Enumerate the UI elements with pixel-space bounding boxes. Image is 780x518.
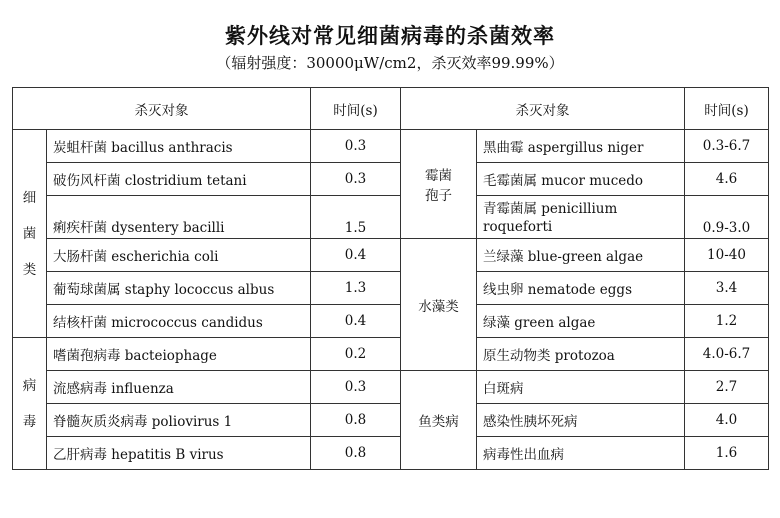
time-value: 3.4 [685,272,769,305]
category-char: 类 [22,261,37,278]
target-name: 痢疾杆菌 dysentery bacilli [47,196,311,239]
category-char: 菌 [22,225,37,242]
time-value: 4.6 [685,163,769,196]
time-value: 0.4 [311,239,401,272]
category-virus [13,338,47,470]
time-value: 2.7 [685,371,769,404]
target-name: 流感病毒 influenza [47,371,311,404]
target-name: 黑曲霉 aspergillus niger [477,130,685,163]
time-value: 1.2 [685,305,769,338]
page-title: 紫外线对常见细菌病毒的杀菌效率 [225,24,555,48]
time-value: 0.3-6.7 [685,130,769,163]
table-row [13,338,769,371]
time-value: 0.9-3.0 [685,196,769,239]
category-fish-disease [401,371,477,470]
target-name: 破伤风杆菌 clostridium tetani [47,163,311,196]
target-name: 青霉菌属 penicillium roqueforti [477,196,685,239]
category-algae [401,239,477,371]
time-value: 0.3 [311,371,401,404]
category-line: 水藻类 [418,298,459,315]
target-name: 毛霉菌属 mucor mucedo [477,163,685,196]
target-name: 乙肝病毒 hepatitis B virus [47,437,311,470]
table-row [13,130,769,163]
category-bacteria [13,130,47,338]
category-char: 病 [22,377,37,394]
category-char: 毒 [22,413,37,430]
category-line: 霉菌 [425,168,452,184]
target-name: 炭蛆杆菌 bacillus anthracis [47,130,311,163]
category-mold-spores [401,130,477,239]
time-value: 1.5 [311,196,401,239]
header-time-left: 时间(s) [311,88,401,130]
table-row [13,404,769,437]
target-name: 线虫卵 nematode eggs [477,272,685,305]
target-name: 结核杆菌 micrococcus candidus [47,305,311,338]
sterilization-table [12,87,769,470]
time-value: 4.0 [685,404,769,437]
time-value: 0.8 [311,437,401,470]
table-row [13,196,769,239]
header-time-right: 时间(s) [685,88,769,130]
time-value: 1.3 [311,272,401,305]
table-header-row [13,88,769,130]
time-value: 0.3 [311,163,401,196]
table-row [13,163,769,196]
page-subtitle: （辐射强度：30000μW/cm2，杀灭效率99.99%） [216,54,564,72]
target-name: 脊髓灰质炎病毒 poliovirus 1 [47,404,311,437]
table-row [13,272,769,305]
target-name: 嗜菌孢病毒 bacteiophage [47,338,311,371]
time-value: 4.0-6.7 [685,338,769,371]
header-target-right: 杀灭对象 [401,88,685,130]
target-name: 病毒性出血病 [477,437,685,470]
table-row [13,371,769,404]
target-name: 大肠杆菌 escherichia coli [47,239,311,272]
target-name: 绿藻 green algae [477,305,685,338]
table-row [13,239,769,272]
time-value: 0.3 [311,130,401,163]
time-value: 0.8 [311,404,401,437]
time-value: 0.2 [311,338,401,371]
time-value: 10-40 [685,239,769,272]
table-row [13,305,769,338]
target-name: 原生动物类 protozoa [477,338,685,371]
time-value: 0.4 [311,305,401,338]
target-name: 感染性胰坏死病 [477,404,685,437]
target-name: 兰绿藻 blue-green algae [477,239,685,272]
target-name: 葡萄球菌属 staphy lococcus albus [47,272,311,305]
target-name: 白斑病 [477,371,685,404]
time-value: 1.6 [685,437,769,470]
table-row [13,437,769,470]
category-char: 细 [22,189,37,206]
header-target-left: 杀灭对象 [13,88,311,130]
category-line: 鱼类病 [418,414,459,430]
category-line: 孢子 [425,188,452,204]
